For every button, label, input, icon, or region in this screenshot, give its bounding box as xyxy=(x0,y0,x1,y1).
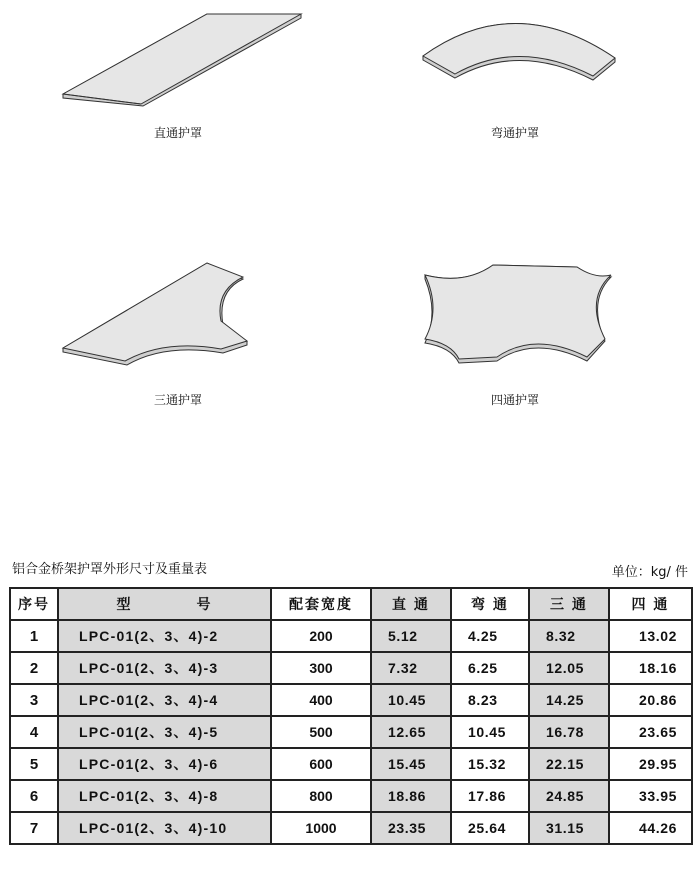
cell-model: LPC-01(2、3、4)-2 xyxy=(58,620,271,652)
cell-index: 7 xyxy=(10,812,58,844)
cell-index: 5 xyxy=(10,748,58,780)
table-row xyxy=(10,652,692,684)
cell-index: 4 xyxy=(10,716,58,748)
cell-width: 1000 xyxy=(271,812,371,844)
table-row xyxy=(10,684,692,716)
cell-tee: 14.25 xyxy=(529,684,609,716)
cell-straight: 12.65 xyxy=(371,716,451,748)
cell-tee: 22.15 xyxy=(529,748,609,780)
table-row xyxy=(10,780,692,812)
cell-model: LPC-01(2、3、4)-6 xyxy=(58,748,271,780)
header-index: 序号 xyxy=(10,588,58,620)
cell-model: LPC-01(2、3、4)-8 xyxy=(58,780,271,812)
cell-cross: 44.26 xyxy=(609,812,692,844)
cell-straight: 5.12 xyxy=(371,620,451,652)
cell-width: 200 xyxy=(271,620,371,652)
tee-cover-caption: 三通护罩 xyxy=(153,393,202,407)
table-title: 铝合金桥架护罩外形尺寸及重量表 xyxy=(12,562,208,577)
cell-straight: 15.45 xyxy=(371,748,451,780)
cell-tee: 8.32 xyxy=(529,620,609,652)
cell-bend: 8.23 xyxy=(451,684,529,716)
cell-bend: 15.32 xyxy=(451,748,529,780)
bend-cover-caption: 弯通护罩 xyxy=(490,126,539,140)
cell-tee: 24.85 xyxy=(529,780,609,812)
cell-bend: 25.64 xyxy=(451,812,529,844)
cell-width: 400 xyxy=(271,684,371,716)
table-row xyxy=(10,716,692,748)
cell-straight: 7.32 xyxy=(371,652,451,684)
cell-bend: 6.25 xyxy=(451,652,529,684)
cell-straight: 10.45 xyxy=(371,684,451,716)
cell-cross: 29.95 xyxy=(609,748,692,780)
cell-index: 3 xyxy=(10,684,58,716)
cell-cross: 20.86 xyxy=(609,684,692,716)
cell-bend: 10.45 xyxy=(451,716,529,748)
cell-model: LPC-01(2、3、4)-3 xyxy=(58,652,271,684)
cell-model: LPC-01(2、3、4)-4 xyxy=(58,684,271,716)
cell-index: 2 xyxy=(10,652,58,684)
header-cross: 四 通 xyxy=(609,588,692,620)
cell-index: 6 xyxy=(10,780,58,812)
cross-cover-caption: 四通护罩 xyxy=(490,393,539,407)
cell-model: LPC-01(2、3、4)-5 xyxy=(58,716,271,748)
header-straight: 直 通 xyxy=(371,588,451,620)
cell-cross: 23.65 xyxy=(609,716,692,748)
cell-cross: 33.95 xyxy=(609,780,692,812)
cell-tee: 16.78 xyxy=(529,716,609,748)
spec-table xyxy=(9,587,693,845)
cell-tee: 12.05 xyxy=(529,652,609,684)
header-width: 配套宽度 xyxy=(271,588,371,620)
straight-cover-caption: 直通护罩 xyxy=(153,126,202,140)
cell-straight: 23.35 xyxy=(371,812,451,844)
cell-bend: 4.25 xyxy=(451,620,529,652)
table-row xyxy=(10,812,692,844)
header-model: 型 号 xyxy=(58,588,271,620)
cell-width: 500 xyxy=(271,716,371,748)
cell-cross: 13.02 xyxy=(609,620,692,652)
cell-bend: 17.86 xyxy=(451,780,529,812)
cell-width: 800 xyxy=(271,780,371,812)
unit-label: 单位：kg/ 件 xyxy=(611,565,688,580)
header-tee: 三 通 xyxy=(529,588,609,620)
cell-model: LPC-01(2、3、4)-10 xyxy=(58,812,271,844)
cell-tee: 31.15 xyxy=(529,812,609,844)
bend-cover-figure xyxy=(415,8,625,88)
table-row xyxy=(10,748,692,780)
table-row xyxy=(10,620,692,652)
cell-straight: 18.86 xyxy=(371,780,451,812)
cell-width: 600 xyxy=(271,748,371,780)
cell-cross: 18.16 xyxy=(609,652,692,684)
cross-cover-figure xyxy=(415,255,625,370)
table-header-row xyxy=(10,588,692,620)
cell-width: 300 xyxy=(271,652,371,684)
header-bend: 弯 通 xyxy=(451,588,529,620)
tee-cover-figure xyxy=(55,255,265,370)
straight-cover-figure xyxy=(55,8,315,118)
cell-index: 1 xyxy=(10,620,58,652)
